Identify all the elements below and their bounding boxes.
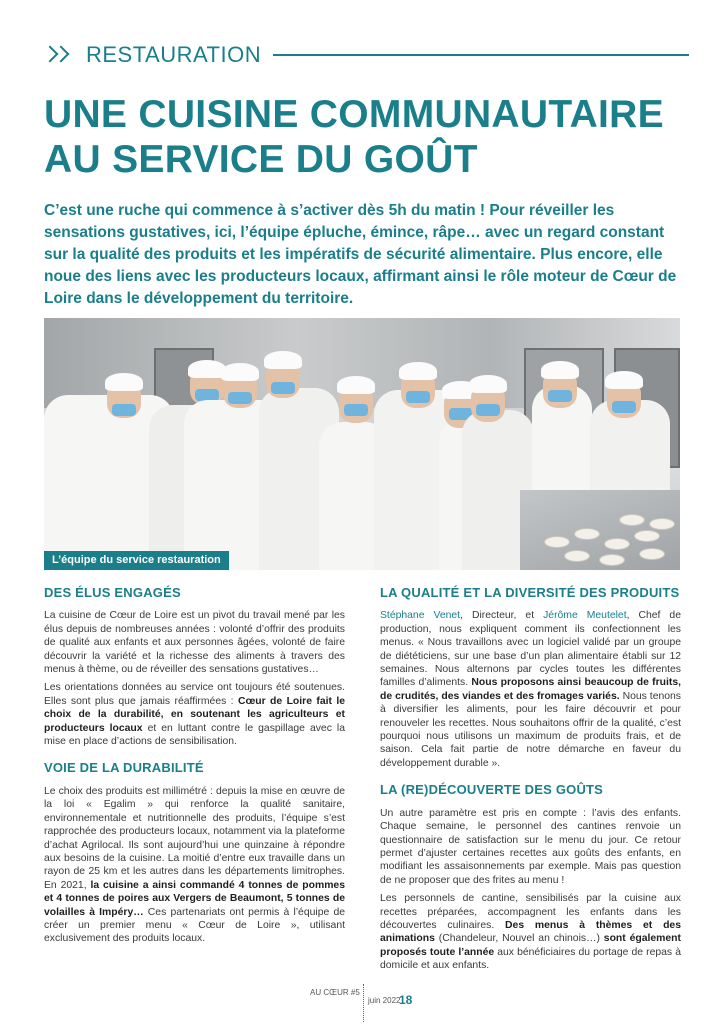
magazine-name: AU CŒUR #5 bbox=[310, 988, 360, 997]
bold-text: Cœur de Loire fait le choix de la durabilité, en soutenant les agriculteurs et producteurs locaux bbox=[44, 695, 345, 734]
page-title bbox=[44, 92, 694, 182]
person-name: Stéphane Venet bbox=[380, 610, 461, 622]
title-line-1: UNE CUISINE COMMUNAUTAIRE bbox=[44, 93, 664, 136]
section-heading: LA QUALITÉ ET LA DIVERSITÉ DES PRODUITS bbox=[380, 585, 680, 600]
right-column bbox=[380, 586, 681, 978]
bold-text: sont également proposés toute l’année bbox=[380, 933, 681, 958]
text-run: Le choix des produits est millimétré : depuis la mise en œuvre de la loi « Egalim » qui renforce la qualité sanitaire, environnementale et nutritionnelle des produits, l’équipe s’est rapprochée des producteurs locaux, notamment via la plateforme d’achat Agrilocal. Ils sont aujourd’hui une quinzaine à répondre aux besoins de la cuisine. La moitié d’entre eux travaille dans un rayon de 25 km et les autres dans les départements limitrophes. En 2021, bbox=[44, 785, 345, 891]
left-column bbox=[44, 586, 345, 951]
paragraph bbox=[44, 681, 345, 748]
photo-caption: L’équipe du service restauration bbox=[44, 551, 229, 570]
title-line-2: AU SERVICE DU GOÛT bbox=[44, 138, 478, 181]
text-run: (Chandeleur, Nouvel an chinois…) bbox=[434, 933, 604, 945]
double-chevron-icon bbox=[44, 44, 74, 66]
bold-text: Des menus à thèmes et des animations bbox=[380, 919, 681, 945]
bold-text: Nous proposons ainsi beaucoup de fruits, de crudités, des viandes et des fromages variés. bbox=[380, 677, 681, 702]
paragraph bbox=[380, 892, 681, 972]
person-name: Jérôme Meutelet bbox=[543, 610, 627, 622]
footer-divider bbox=[363, 984, 364, 1022]
text-run: Nous tenons à diversifier les aliments, pour les faire découvrir et pour renouveler les recettes. Nous souhaitons offrir de la qualité, c’est pourquoi nous utilisons un maximum de produits frais, et de saison. Cela fait partie de notre démarche en faveur du développement durable ». bbox=[380, 690, 682, 769]
paragraph: La cuisine de Cœur de Loire est un pivot du travail mené par les élus depuis de nombreuses années : volonté d’offrir des produits de qualité aux enfants et aux personnes âgées, volonté de faire découvrir la variété et la richesse des aliments à travers des menus à thème, ou de réveiller des sensations gustatives… bbox=[44, 610, 345, 676]
bold-text: la cuisine a ainsi commandé 4 tonnes de pommes et 4 tonnes de poires aux Vergers de Beaumont, 5 tonnes de volailles à Impéry… bbox=[44, 879, 345, 918]
paragraph bbox=[44, 785, 345, 946]
text-run: aux bénéficiaires du portage de repas à domicile et aux enfants. bbox=[380, 946, 681, 972]
lead-paragraph: C’est une ruche qui commence à s’activer dès 5h du matin ! Pour réveiller les sensations gustatives, ici, l’équipe épluche, émince, râpe… avec un regard constant sur la qualité des produits et les impératifs de sécurité alimentaire. Plus encore, elle noue des liens avec les producteurs locaux, affirmant ainsi le rôle moteur de Cœur de Loire dans le développement du territoire. bbox=[44, 202, 677, 307]
text-run: Ces partenariats ont permis à l’équipe de créer un premier menu « Cœur de Loire », utilisant exclusivement des produits locaux. bbox=[44, 906, 346, 945]
text-run: et en luttant contre le gaspillage avec la mise en place d’actions de sensibilisation. bbox=[44, 722, 345, 748]
section-heading: DES ÉLUS ENGAGÉS bbox=[44, 585, 181, 600]
section-header bbox=[44, 40, 689, 70]
page-number: 18 bbox=[399, 993, 413, 1007]
issue-date: juin 2022 bbox=[368, 996, 401, 1005]
text-run: Les orientations données au service ont toujours été soutenues. Elles sont plus que jamais réaffirmées : bbox=[44, 682, 345, 707]
section-heading: LA (RE)DÉCOUVERTE DES GOÛTS bbox=[380, 782, 604, 798]
section-label: RESTAURATION bbox=[86, 42, 262, 67]
text-run: Les personnels de cantine, sensibilisés par la cuisine aux recettes préparées, accompagnent les enfants dans les découvertes culinaires. bbox=[380, 893, 681, 931]
paragraph: Un autre paramètre est pris en compte : l’avis des enfants. Chaque semaine, le personnel des cantines renvoie un questionnaire de satisfaction sur le menu du jour. Ce retour permet d’ajuster certaines recettes aux goûts des enfants, en modifiant les assaisonnements par exemple. Mais pas question de ne proposer que des frites au menu ! bbox=[380, 807, 681, 886]
section-divider bbox=[273, 54, 689, 56]
paragraph bbox=[380, 609, 681, 770]
text-run: , Chef de production, nous expliquent comment ils confectionnent les menus. « Nous travaillons avec un logiciel validé par un groupe de diététiciens, sur une base d’un plan alimentaire établi sur 12 semaines. Nous alternons par cycles toutes les différentes familles d’aliments. bbox=[380, 610, 681, 689]
team-photo bbox=[44, 318, 680, 570]
text-run: , Directeur, et bbox=[460, 610, 544, 622]
section-heading: VOIE DE LA DURABILITÉ bbox=[44, 760, 204, 776]
